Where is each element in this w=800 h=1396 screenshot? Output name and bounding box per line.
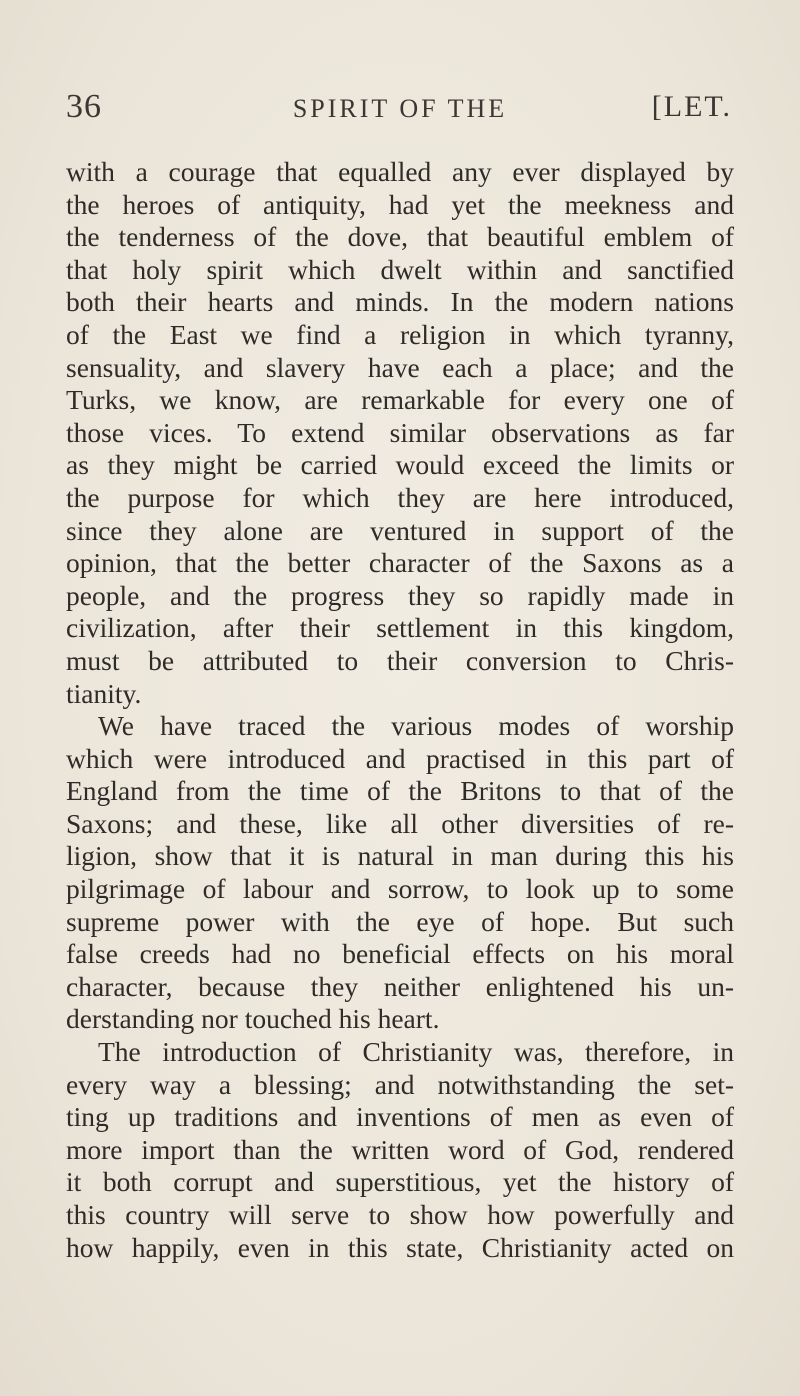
text-line: Turks, we know, are remarkable for every one of	[66, 384, 734, 416]
text-line: ting up traditions and inventions of men as even of	[66, 1101, 734, 1133]
text-line: character, because they neither enlightened his un-	[66, 970, 734, 1002]
text-line: Saxons; and these, like all other diversities of re-	[66, 807, 734, 839]
text-line: as they might be carried would exceed the limits or	[66, 449, 734, 481]
text-line: supreme power with the eye of hope. But such	[66, 905, 734, 937]
text-line: must be attributed to their conversion to Chris-	[66, 644, 734, 676]
text-line: those vices. To extend similar observations as far	[66, 416, 734, 448]
text-line: England from the time of the Britons to that of the	[66, 775, 734, 807]
text-line: civilization, after their settlement in this kingdom,	[66, 612, 734, 644]
paragraph-start-line: We have traced the various modes of worship	[98, 710, 734, 742]
text-line: both their hearts and minds. In the modern nations	[66, 286, 734, 318]
text-line: since they alone are ventured in support of the	[66, 514, 734, 546]
text-line: this country will serve to show how powerfully and	[66, 1199, 734, 1230]
page-header	[66, 88, 734, 132]
text-line: opinion, that the better character of the Saxons as a	[66, 547, 734, 579]
text-line: with a courage that equalled any ever displayed by	[66, 156, 734, 187]
text-line: false creeds had no beneficial effects on his moral	[66, 938, 734, 970]
body-text	[66, 156, 734, 1264]
paragraph-start-line: The introduction of Christianity was, therefore, in	[98, 1036, 734, 1068]
text-line: ligion, show that it is natural in man during this his	[66, 840, 734, 872]
paragraph-end-line: tianity.	[66, 677, 142, 709]
section-tag: [LET.	[651, 90, 732, 123]
text-line: people, and the progress they so rapidly made in	[66, 579, 734, 611]
text-line: how happily, even in this state, Christianity acted on	[66, 1231, 734, 1263]
text-line: more import than the written word of God, rendered	[66, 1133, 734, 1165]
text-line: which were introduced and practised in this part of	[66, 742, 734, 774]
text-line: it both corrupt and superstitious, yet the history of	[66, 1166, 734, 1198]
text-line: the heroes of antiquity, had yet the meekness and	[66, 188, 734, 220]
running-title: SPIRIT OF THE	[292, 94, 508, 123]
text-line: pilgrimage of labour and sorrow, to look up to some	[66, 873, 734, 905]
text-line: the purpose for which they are here introduced,	[66, 481, 734, 513]
text-line: every way a blessing; and notwithstanding the set-	[66, 1068, 734, 1100]
paragraph-end-line: derstanding nor touched his heart.	[66, 1003, 440, 1035]
text-line: the tenderness of the dove, that beautiful emblem of	[66, 221, 734, 253]
text-line: that holy spirit which dwelt within and sanctified	[66, 253, 734, 285]
text-line: of the East we find a religion in which tyranny,	[66, 318, 734, 350]
text-line: sensuality, and slavery have each a place; and the	[66, 351, 734, 383]
page-number: 36	[66, 88, 102, 125]
